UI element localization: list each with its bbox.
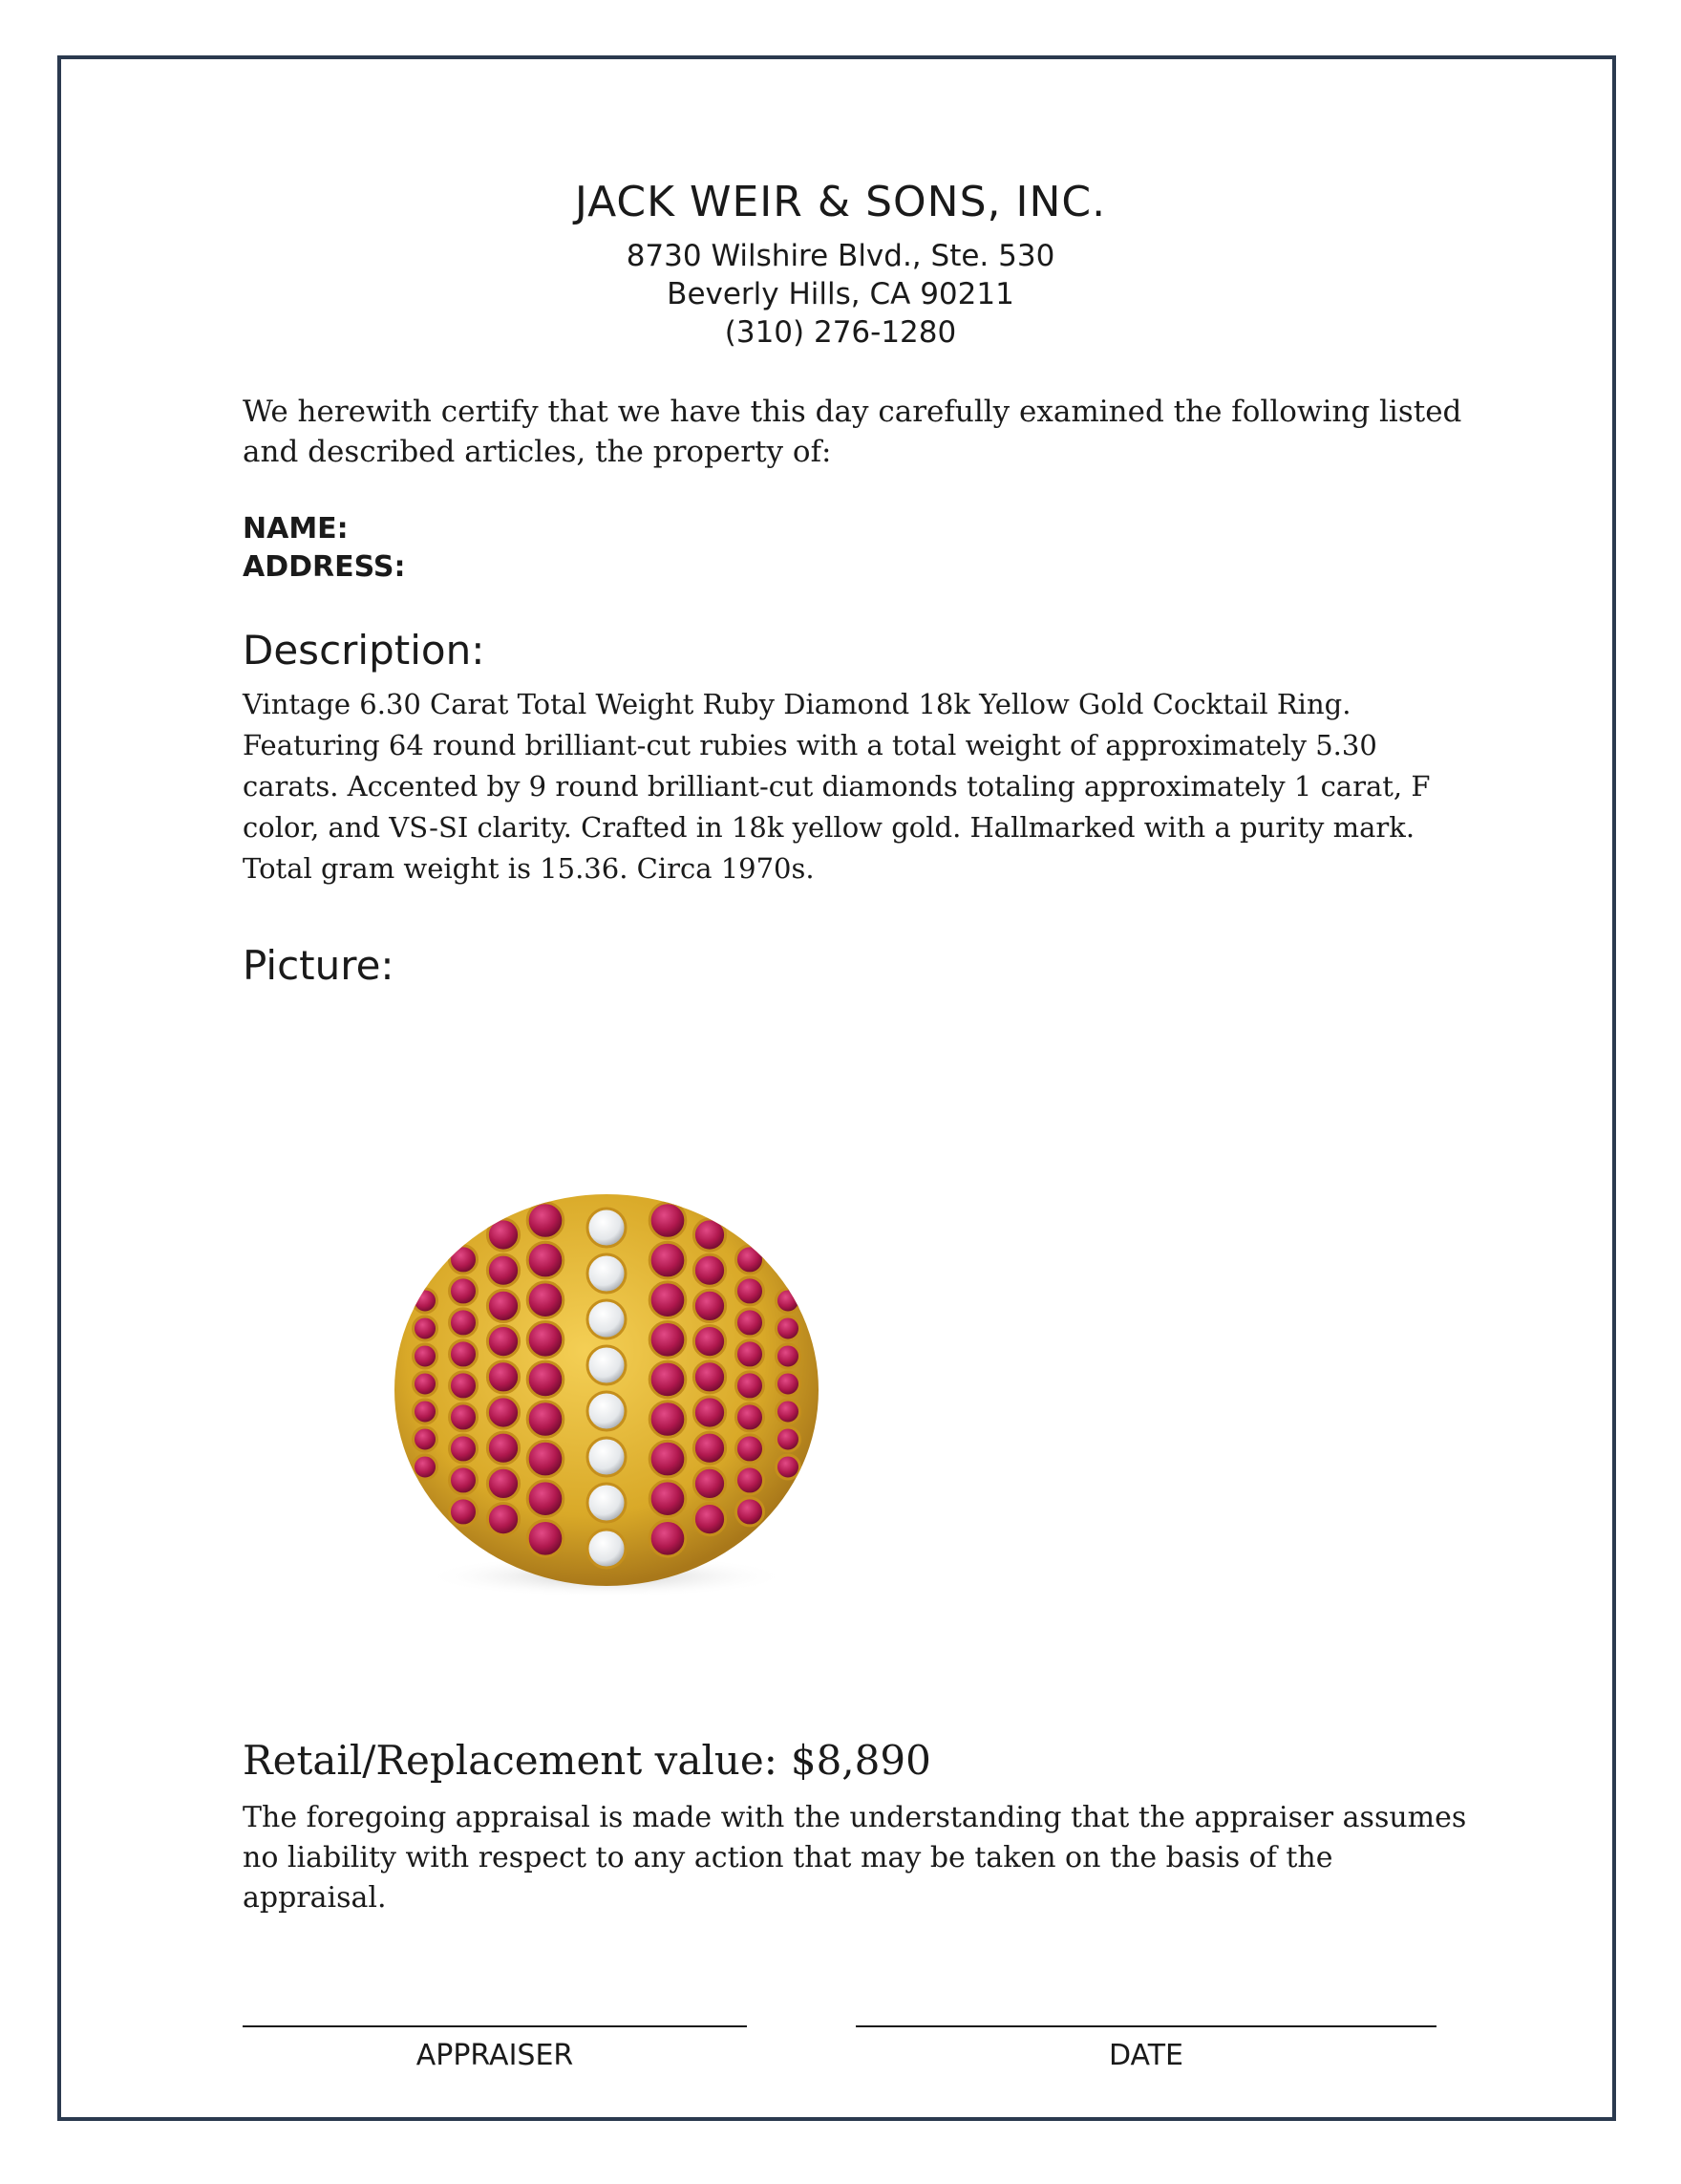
ruby-stone [649,1441,686,1477]
diamond-stone [587,1209,626,1247]
company-address-line2: Beverly Hills, CA 90211 [667,277,1014,311]
ruby-stone [777,1289,800,1313]
ruby-stone [736,1309,764,1337]
ruby-stone [414,1427,437,1451]
ruby-stone [736,1372,764,1400]
ruby-stone [450,1277,478,1305]
ruby-stone [649,1322,686,1359]
ruby-diamond-ring-icon [382,1185,831,1605]
ruby-stone [736,1498,764,1526]
ruby-stone [527,1203,564,1239]
ruby-stone [527,1322,564,1359]
name-label: NAME: [243,512,349,546]
ruby-stone [414,1289,437,1313]
ruby-stone [527,1361,564,1398]
ruby-stone [527,1242,564,1278]
ruby-stone [414,1400,437,1424]
ruby-stone [736,1403,764,1431]
ruby-stone [693,1325,725,1357]
company-name: JACK WEIR & SONS, INC. [574,178,1107,226]
ruby-stone [450,1246,478,1274]
ruby-stone [693,1361,725,1393]
ruby-stone [487,1432,519,1464]
description-heading: Description: [243,627,485,674]
ruby-stone [649,1402,686,1438]
ring-photo [382,1185,831,1605]
diamond-stone [587,1300,626,1338]
ruby-stone [649,1361,686,1398]
diamond-stone [587,1392,626,1430]
ruby-stone [527,1441,564,1477]
ruby-stone [736,1435,764,1463]
diamond-stone [587,1530,626,1568]
ruby-stone [649,1203,686,1239]
ruby-stone [693,1503,725,1534]
ruby-stone [693,1254,725,1286]
ruby-stone [414,1372,437,1396]
description-text: Vintage 6.30 Carat Total Weight Ruby Diamond 18k Yellow Gold Cocktail Ring. Featuring 64 round brilliant-cut rubies with a total weight of approximately 5.30 carats. Accented by 9 round brilliant-cut diamonds totaling approximately 1 carat, F color, and VS-SI clarity. Crafted in 18k yellow gold. Hallmarked with a purity mark. Total gram weight is 15.36. Circa 1970s. [243,688,1431,885]
ruby-stone [527,1402,564,1438]
ruby-stone [736,1467,764,1494]
ruby-stone [487,1290,519,1321]
company-address-line1: 8730 Wilshire Blvd., Ste. 530 [626,239,1055,273]
ruby-stone [487,1361,519,1393]
ruby-stone [487,1219,519,1251]
retail-value [243,1737,1475,1784]
date-signature-line [856,2025,1436,2027]
ruby-stone [736,1340,764,1368]
ruby-stone [414,1317,437,1340]
address-label: ADDRESS: [243,550,406,584]
ruby-stone [693,1467,725,1499]
ruby-stone [736,1277,764,1305]
retail-value-amount: $8,890 [790,1737,931,1784]
ruby-stone [414,1344,437,1368]
ruby-stone [527,1282,564,1318]
ruby-stone [487,1467,519,1499]
picture-heading: Picture: [243,942,394,989]
ruby-stone [450,1309,478,1337]
appraiser-signature-line [243,2025,747,2027]
diamond-stone [587,1346,626,1384]
ruby-stone [777,1455,800,1479]
certification-text: We herewith certify that we have this day carefully examined the following listed and described articles, the property of: [243,395,1462,469]
ruby-stone [777,1317,800,1340]
appraiser-label: APPRAISER [415,2039,574,2072]
ruby-stone [649,1242,686,1278]
diamond-stone [587,1254,626,1293]
ruby-stone [777,1344,800,1368]
ruby-stone [450,1403,478,1431]
ruby-stone [777,1427,800,1451]
ruby-stone [487,1503,519,1534]
ruby-stone [414,1455,437,1479]
ruby-stone [649,1481,686,1517]
ruby-stone [693,1219,725,1251]
ruby-stone [450,1372,478,1400]
ruby-stone [693,1290,725,1321]
ruby-stone [649,1282,686,1318]
disclaimer-text: The foregoing appraisal is made with the understanding that the appraiser assumes no liability with respect to any action that may be taken on the basis of the appraisal. [243,1801,1467,1915]
ruby-stone [527,1481,564,1517]
diamond-stone [587,1438,626,1476]
ruby-stone [649,1521,686,1557]
date-label: DATE [1108,2039,1184,2072]
retail-value-label: Retail/Replacement value: [243,1737,777,1784]
ruby-stone [736,1246,764,1274]
ruby-stone [487,1325,519,1357]
ruby-stone [777,1372,800,1396]
ruby-stone [487,1254,519,1286]
company-phone: (310) 276-1280 [724,315,957,350]
ruby-stone [487,1397,519,1428]
ruby-stone [693,1397,725,1428]
ruby-stone [450,1498,478,1526]
ruby-stone [777,1400,800,1424]
ruby-stone [450,1435,478,1463]
ruby-stone [450,1340,478,1368]
diamond-stone [587,1484,626,1522]
ruby-stone [693,1432,725,1464]
ruby-stone [450,1467,478,1494]
ruby-stone [527,1521,564,1557]
